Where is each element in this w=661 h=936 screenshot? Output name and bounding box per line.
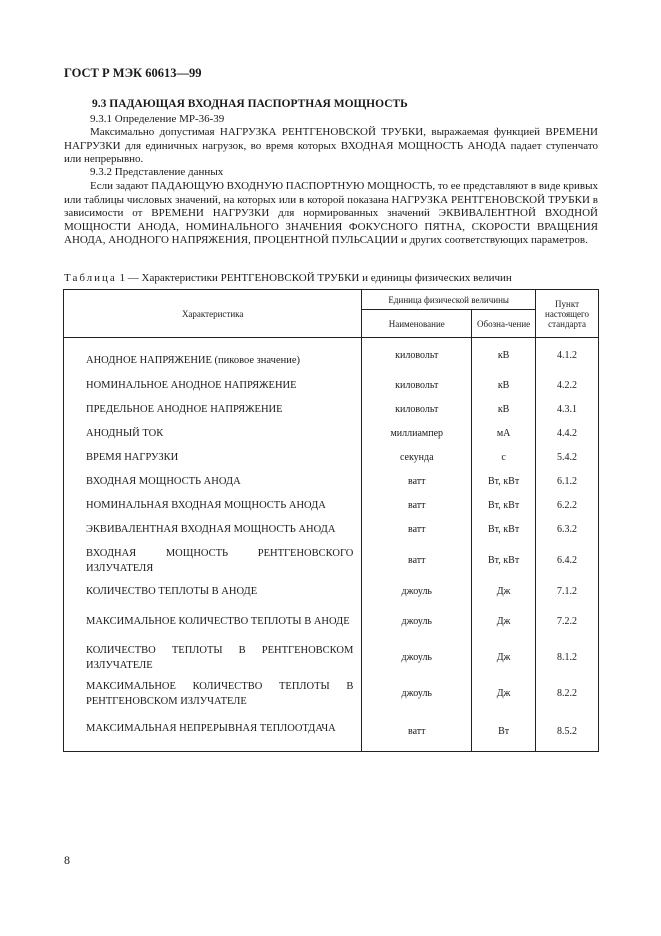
row-unit-name: ватт [362,494,472,518]
table-caption [64,272,512,284]
table-caption-word: Таблица [64,272,117,284]
row-clause: 4.4.2 [536,422,599,446]
table-row [64,604,599,640]
row-unit-symbol: Вт, кВт [472,494,536,518]
row-unit-symbol: кВ [472,374,536,398]
table-row [64,518,599,542]
row-unit-symbol: кВ [472,338,536,374]
table-body [64,338,599,752]
row-unit-name: джоуль [362,640,472,676]
row-unit-symbol: с [472,446,536,470]
header-symbol: Обозна-чение [472,310,536,338]
row-characteristic: МАКСИМАЛЬНОЕ КОЛИЧЕСТВО ТЕПЛОТЫ В АНОДЕ [64,604,362,640]
row-clause: 7.2.2 [536,604,599,640]
definition-text: 9.3.1 Определение МР-36-39 [90,113,225,125]
row-unit-symbol: Дж [472,580,536,604]
row-clause: 5.4.2 [536,446,599,470]
row-unit-name: ватт [362,470,472,494]
row-characteristic: ВХОДНАЯ МОЩНОСТЬ РЕНТГЕНОВСКОГО ИЗЛУЧАТЕЛЯ [64,542,362,580]
row-clause: 8.5.2 [536,712,599,752]
header-unit-group: Единица физической величины [362,290,536,310]
row-unit-symbol: мА [472,422,536,446]
row-characteristic: НОМИНАЛЬНАЯ ВХОДНАЯ МОЩНОСТЬ АНОДА [64,494,362,518]
table-row [64,676,599,712]
row-unit-symbol: кВ [472,398,536,422]
row-clause: 6.4.2 [536,542,599,580]
main-paragraph-text: Максимально допустимая НАГРУЗКА РЕНТГЕНОВСКОЙ ТРУБКИ, выражаемая функцией ВРЕМЕНИ НАГРУЗКИ для единичных нагрузок, во время которых ВХОДНАЯ МОЩНОСТЬ АНОДА падает ступенчато или непрерывно. [64,126,598,165]
row-clause: 4.3.1 [536,398,599,422]
row-clause: 8.1.2 [536,640,599,676]
table-caption-text: 1 — Характеристики РЕНТГЕНОВСКОЙ ТРУБКИ и единицы физических величин [116,272,512,284]
row-characteristic: ПРЕДЕЛЬНОЕ АНОДНОЕ НАПРЯЖЕНИЕ [64,398,362,422]
definition-line [64,113,598,127]
row-unit-symbol: Дж [472,640,536,676]
row-unit-symbol: Дж [472,604,536,640]
row-clause: 6.2.2 [536,494,599,518]
table-row [64,640,599,676]
representation-title-text: 9.3.2 Представление данных [90,166,224,178]
header-name: Наименование [362,310,472,338]
representation-paragraph-text: Если задают ПАДАЮЩУЮ ВХОДНУЮ ПАСПОРТНУЮ МОЩНОСТЬ, то ее представляют в виде кривых или таблицы числовых значений, на которых или в которой показана НАГРУЗКА РЕНТГЕНОВСКОЙ ТРУБКИ в зависимости от ВРЕМЕНИ НАГРУЗКИ для нормированных значений ЭКВИВАЛЕНТНОЙ ВХОДНОЙ МОЩНОСТИ АНОДА, НОМИНАЛЬНОГО ЗНАЧЕНИЯ ФОКУСНОГО ПЯТНА, СКОРОСТИ ВРАЩЕНИЯ АНОДА, АНОДНОГО НАПРЯЖЕНИЯ, ПРОЦЕНТНОЙ ПУЛЬСАЦИИ и других соответствующих параметров. [64,180,598,246]
header-clause: Пункт настоящего стандарта [536,290,599,338]
row-unit-name: джоуль [362,580,472,604]
row-clause: 4.2.2 [536,374,599,398]
main-paragraph [64,126,598,167]
row-unit-name: киловольт [362,398,472,422]
row-unit-name: ватт [362,542,472,580]
section-title: 9.3 ПАДАЮЩАЯ ВХОДНАЯ ПАСПОРТНАЯ МОЩНОСТЬ [92,98,408,110]
row-clause: 6.1.2 [536,470,599,494]
row-unit-name: ватт [362,518,472,542]
row-characteristic: КОЛИЧЕСТВО ТЕПЛОТЫ В РЕНТГЕНОВСКОМ ИЗЛУЧАТЕЛЕ [64,640,362,676]
document-header: ГОСТ Р МЭК 60613—99 [64,66,202,80]
row-unit-name: киловольт [362,338,472,374]
row-characteristic: АНОДНЫЙ ТОК [64,422,362,446]
row-clause: 6.3.2 [536,518,599,542]
table-row [64,398,599,422]
representation-paragraph [64,180,598,248]
row-characteristic: АНОДНОЕ НАПРЯЖЕНИЕ (пиковое значение) [64,338,362,374]
row-clause: 7.1.2 [536,580,599,604]
row-clause: 4.1.2 [536,338,599,374]
table-row [64,712,599,752]
row-characteristic: ВРЕМЯ НАГРУЗКИ [64,446,362,470]
row-characteristic: КОЛИЧЕСТВО ТЕПЛОТЫ В АНОДЕ [64,580,362,604]
table-row [64,580,599,604]
row-unit-name: киловольт [362,374,472,398]
table-row [64,374,599,398]
representation-title [64,166,598,180]
table-row [64,494,599,518]
table-row [64,422,599,446]
row-unit-name: ватт [362,712,472,752]
table-row [64,542,599,580]
row-unit-symbol: Дж [472,676,536,712]
row-characteristic: ЭКВИВАЛЕНТНАЯ ВХОДНАЯ МОЩНОСТЬ АНОДА [64,518,362,542]
row-characteristic: ВХОДНАЯ МОЩНОСТЬ АНОДА [64,470,362,494]
header-characteristic: Характеристика [64,290,362,338]
row-characteristic: НОМИНАЛЬНОЕ АНОДНОЕ НАПРЯЖЕНИЕ [64,374,362,398]
table-row [64,338,599,374]
row-unit-name: джоуль [362,676,472,712]
table-row [64,446,599,470]
row-unit-name: джоуль [362,604,472,640]
row-unit-name: миллиампер [362,422,472,446]
row-characteristic: МАКСИМАЛЬНОЕ КОЛИЧЕСТВО ТЕПЛОТЫ В РЕНТГЕНОВСКОМ ИЗЛУЧАТЕЛЕ [64,676,362,712]
page-number: 8 [64,853,70,867]
row-characteristic: МАКСИМАЛЬНАЯ НЕПРЕРЫВНАЯ ТЕПЛООТДАЧА [64,712,362,752]
row-unit-symbol: Вт, кВт [472,542,536,580]
row-unit-symbol: Вт, кВт [472,470,536,494]
row-unit-name: секунда [362,446,472,470]
row-unit-symbol: Вт [472,712,536,752]
row-clause: 8.2.2 [536,676,599,712]
table-row [64,470,599,494]
characteristics-table [63,289,599,752]
row-unit-symbol: Вт, кВт [472,518,536,542]
